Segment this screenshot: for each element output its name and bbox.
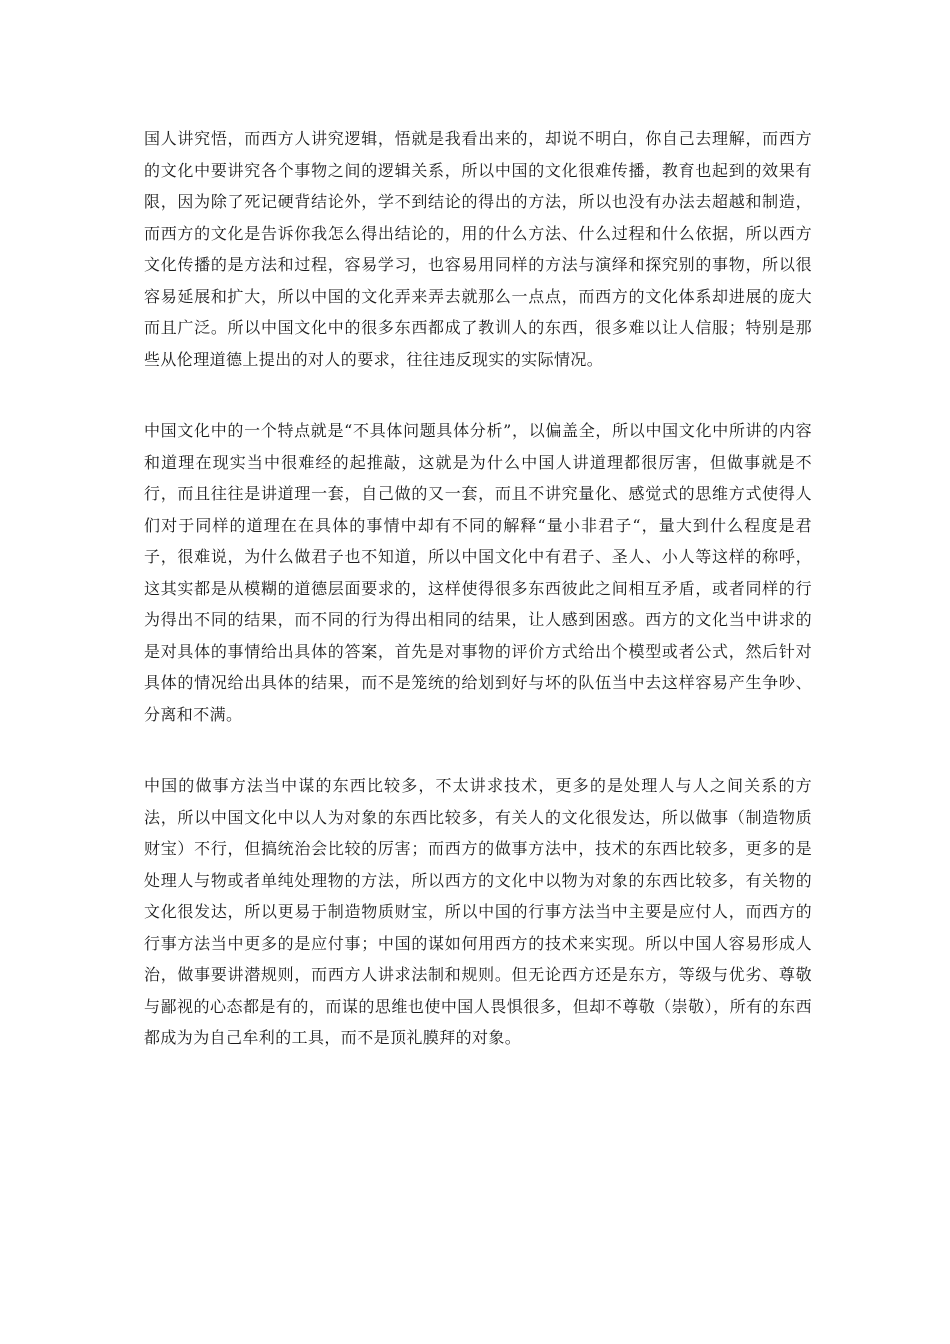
paragraph-3: 中国的做事方法当中谋的东西比较多，不太讲求技术，更多的是处理人与人之间关系的方法，所以中国文化中以人为对象的东西比较多，有关人的文化很发达，所以做事（制造物质财宝）不行，但搞统治会比较的厉害；而西方的做事方法中，技术的东西比较多，更多的是处理人与物或者单纯处理物的方法，所以西方的文化中以物为对象的东西比较多，有关物的文化很发达，所以更易于制造物质财宝，所以中国的行事方法当中主要是应付人，而西方的行事方法当中更多的是应付事；中国的谋如何用西方的技术来实现。所以中国人容易形成人治，做事要讲潜规则，而西方人讲求法制和规则。但无论西方还是东方，等级与优劣、尊敬与鄙视的心态都是有的，而谋的思维也使中国人畏惧很多，但却不尊敬（崇敬），所有的东西都成为为自己牟利的工具，而不是顶礼膜拜的对象。 [144,776,812,1047]
paragraph-spacer [144,730,812,770]
document-body [144,123,812,1054]
paragraph-2: 中国文化中的一个特点就是“不具体问题具体分析”，以偏盖全，所以中国文化中所讲的内容和道理在现实当中很难经的起推敲，这就是为什么中国人讲道理都很厉害，但做事就是不行，而且往往是讲道理一套，自己做的又一套，而且不讲究量化、感觉式的思维方式使得人们对于同样的道理在在具体的事情中却有不同的解释“量小非君子“，量大到什么程度是君子，很难说，为什么做君子也不知道，所以中国文化中有君子、圣人、小人等这样的称呼，这其实都是从模糊的道德层面要求的，这样使得很多东西彼此之间相互矛盾，或者同样的行为得出不同的结果，而不同的行为得出相同的结果，让人感到困惑。西方的文化当中讲求的是对具体的事情给出具体的答案，首先是对事物的评价方式给出个模型或者公式，然后针对具体的情况给出具体的结果，而不是笼统的给划到好与坏的队伍当中去这样容易产生争吵、分离和不满。 [144,421,812,724]
paragraph-spacer [144,375,812,415]
paragraph-1: 国人讲究悟，而西方人讲究逻辑，悟就是我看出来的，却说不明白，你自己去理解，而西方的文化中要讲究各个事物之间的逻辑关系，所以中国的文化很难传播，教育也起到的效果有限，因为除了死记硬背结论外，学不到结论的得出的方法，所以也没有办法去超越和制造，而西方的文化是告诉你我怎么得出结论的，用的什么方法、什么过程和什么依据，所以西方文化传播的是方法和过程，容易学习，也容易用同样的方法与演绎和探究别的事物，所以很容易延展和扩大，所以中国的文化弄来弄去就那么一点点，而西方的文化体系却进展的庞大而且广泛。所以中国文化中的很多东西都成了教训人的东西，很多难以让人信服；特别是那些从伦理道德上提出的对人的要求，往往违反现实的实际情况。 [144,129,812,369]
